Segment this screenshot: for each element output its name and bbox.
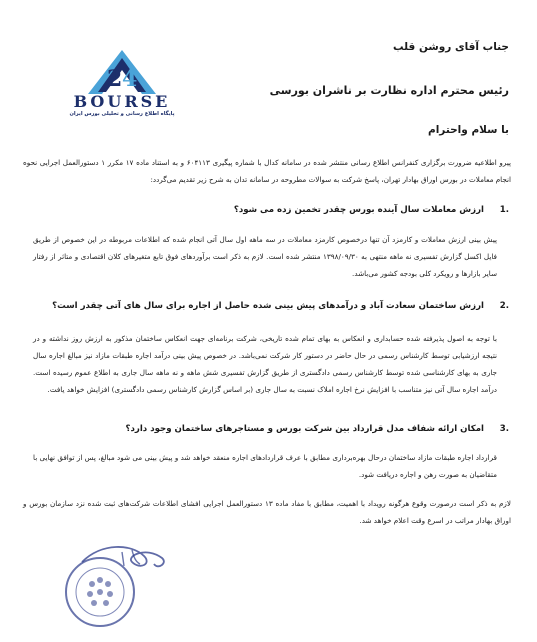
svg-text:4: 4 (122, 66, 138, 92)
question-text: ارزش معاملات سال آینده بورس چقدر تخمین زده می شود؟ (233, 205, 484, 215)
logo-wordmark: BOURSE (73, 92, 171, 111)
logo-mark-icon (58, 48, 186, 98)
svg-text:2: 2 (107, 66, 123, 92)
question-number: .3 (499, 424, 509, 434)
question-number: .1 (499, 205, 509, 215)
question-1 (39, 205, 509, 215)
closing-paragraph: لازم به ذکر است درصورت وقوع هرگونه رویداد با اهمیت، مطابق با مفاد ماده ۱۳ دستورالعمل اجرایی افشای اطلاعات شرکت‌های ثبت شده نزد سازمان بورس و اوراق بهادار مراتب در اسرع وقت اعلام خواهد شد. (23, 499, 512, 525)
answer-1: پیش بینی ارزش معاملات و کارمزد آن تنها درخصوص کارمزد معاملات در سه ماهه اول سال آتی انجام شده که اطلاعات مربوطه در این خصوص از طریق فایل اکسل گزارش تفسیری نه ماهه منتهی به ۱۳۹۸/۰۹/۳۰ منتشر شده است. لازم به ذکر است برآوردهای فوق تابع متغیرهای کلان اقتصادی و متاثر از رفتار سایر بازارها و رویکرد کلی بودجه کشور می‌باشد. (33, 235, 497, 278)
question-text: ارزش ساختمان سعادت آباد و درآمدهای پیش بینی شده حاصل از اجاره برای سال های آتی چقدر است؟ (52, 301, 484, 311)
question-number: .2 (499, 301, 509, 311)
logo-subtitle: پایگاه اطلاع رسانی و تحلیلی بورس ایران (69, 111, 175, 117)
answer-2: با توجه به اصول پذیرفته شده حسابداری و انعکاس به بهای تمام شده تاریخی، شرکت برنامه‌ای جهت انعکاس ساختمان مذکور به ارزش روز نداشته و در نتیجه ارزشیابی توسط کارشناس رسمی در حال حاضر در دستور کار شرکت نمی‌باشد. در خصوص پیش بینی درآمد اجاره طبقات مازاد نیز مبالغ اجاره سال جاری به بهای کارشناسی شده توسط کارشناس رسمی دادگستری از طریق گزارش تفسیری شش ماهه و نه ماهه سال جاری به اطلاع عموم رسیده است. درآمد اجاره سال آتی نیز متناسب با افزایش نرخ اجاره املاک نسبت به سال جاری (بر اساس گزارش کارشناس رسمی دادگستری) افزایش خواهد یافت. (33, 334, 497, 394)
question-text: امکان ارائه شفاف مدل قرارداد بین شرکت بورس و مستاجرهای ساختمان وجود دارد؟ (125, 424, 484, 434)
bourse-logo (58, 48, 186, 124)
salutation: با سلام واحترام (428, 124, 509, 136)
stamp-seal-icon (62, 522, 212, 642)
question-2 (39, 301, 509, 311)
question-3 (39, 424, 509, 434)
answer-3: قرارداد اجاره طبقات مازاد ساختمان درحال بهره‌برداری مطابق با عرف قراردادهای اجاره منعقد خواهد شد و پیش بینی می شود مبالغ، پس از توافق نهایی با متقاضیان به صورت رهن و اجاره دریافت شود. (33, 453, 497, 479)
addressee-title: رئیس محترم اداره نظارت بر ناشران بورسی (269, 84, 509, 97)
addressee-name: جناب آقای روشن قلب (393, 41, 509, 53)
intro-paragraph: پیرو اطلاعیه ضرورت برگزاری کنفرانس اطلاع رسانی منتشر شده در سامانه کدال با شماره پیگیری ۶۰۴۱۱۳ و به استناد ماده ۱۷ مکرر ۱ دستورالعمل اجرایی نحوه انجام معاملات در بورس اوراق بهادار تهران، پاسخ شرکت به سوالات مطروحه در سامانه تدان به شرح زیر تقدیم می‌گردد: (23, 158, 511, 184)
signature-stamp (62, 522, 212, 642)
